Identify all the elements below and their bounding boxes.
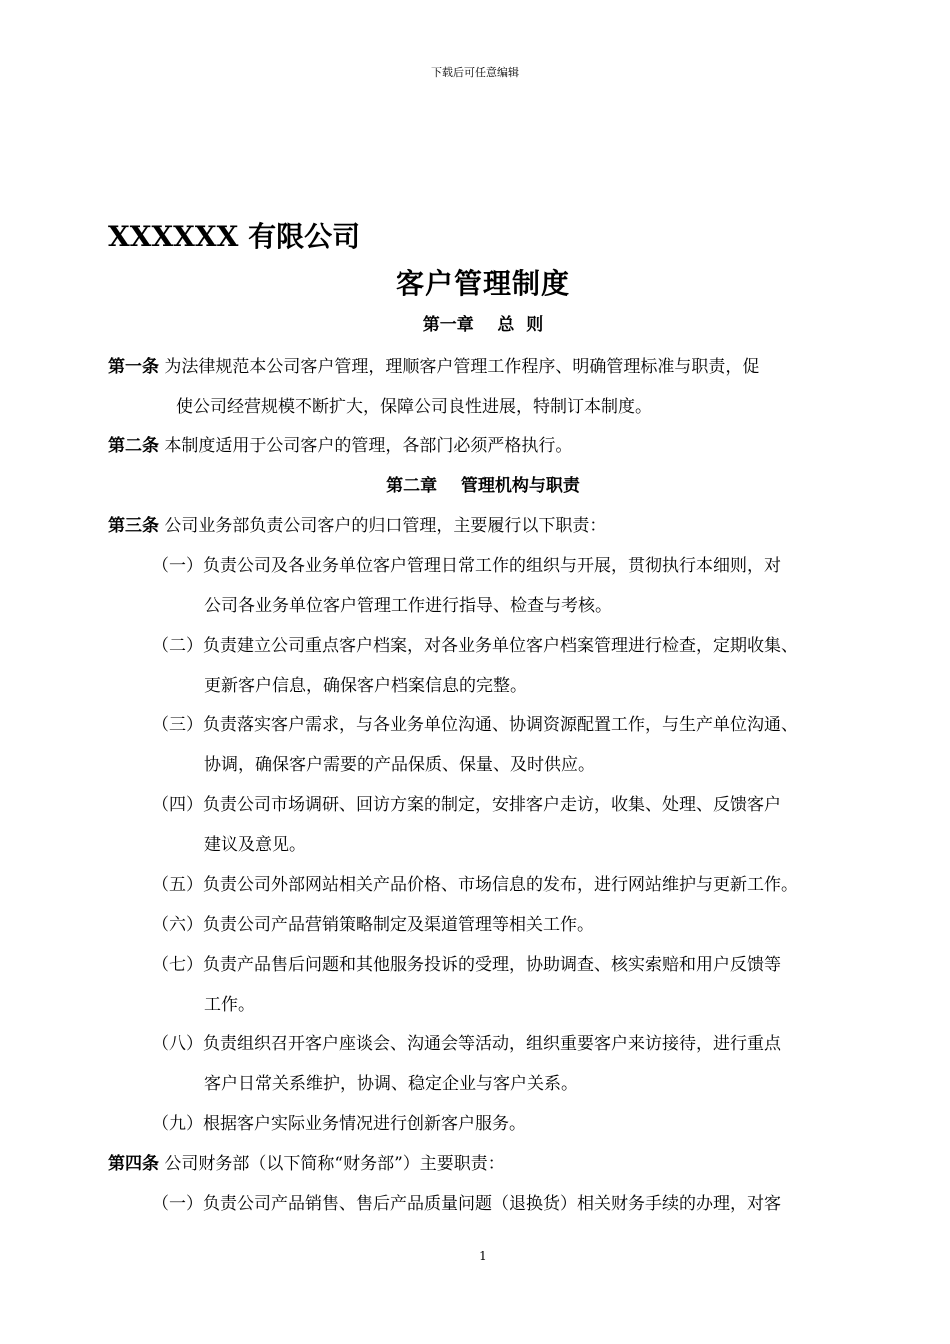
article-label: 第三条	[108, 516, 159, 536]
list-item-line: 更新客户信息，确保客户档案信息的完整。	[204, 676, 527, 696]
list-item-line: 客户日常关系维护，协调、稳定企业与客户关系。	[204, 1074, 578, 1094]
list-item-line: （二）负责建立公司重点客户档案，对各业务单位客户档案管理进行检查，定期收集、	[152, 636, 798, 656]
article-3	[108, 514, 606, 538]
list-item-line: 工作。	[204, 995, 255, 1015]
company-name: XXXXXX 有限公司	[108, 220, 361, 253]
list-item-line: （九）根据客户实际业务情况进行创新客户服务。	[152, 1114, 526, 1134]
article-4	[108, 1152, 505, 1176]
list-item-line: （八）负责组织召开客户座谈会、沟通会等活动，组织重要客户来访接待，进行重点	[152, 1034, 781, 1054]
article-text: 公司业务部负责公司客户的归口管理，主要履行以下职责：	[159, 516, 607, 536]
chapter-heading-1: 第一章 总 则	[422, 315, 544, 335]
article-1-line-1	[108, 355, 759, 379]
list-item-line: （五）负责公司外部网站相关产品价格、市场信息的发布，进行网站维护与更新工作。	[152, 875, 798, 895]
article-1-line-2: 使公司经营规模不断扩大，保障公司良性进展，特制订本制度。	[176, 397, 652, 417]
list-item-line: （六）负责公司产品营销策略制定及渠道管理等相关工作。	[152, 915, 594, 935]
article-label: 第二条	[108, 436, 159, 456]
chapter-heading-2: 第二章 管理机构与职责	[386, 476, 580, 496]
article-2	[108, 434, 572, 458]
list-item-line: （三）负责落实客户需求，与各业务单位沟通、协调资源配置工作，与生产单位沟通、	[152, 715, 798, 735]
list-item-line: （一）负责公司及各业务单位客户管理日常工作的组织与开展，贯彻执行本细则，对	[152, 556, 781, 576]
article-text: 本制度适用于公司客户的管理，各部门必须严格执行。	[159, 436, 573, 456]
list-item-line: （七）负责产品售后问题和其他服务投诉的受理，协助调查、核实索赔和用户反馈等	[152, 955, 781, 975]
list-item-line: （一）负责公司产品销售、售后产品质量问题（退换货）相关财务手续的办理，对客	[152, 1194, 781, 1214]
article-label: 第一条	[108, 357, 159, 377]
list-item-line: 公司各业务单位客户管理工作进行指导、检查与考核。	[204, 596, 612, 616]
article-label: 第四条	[108, 1154, 159, 1174]
document-title: 客户管理制度	[395, 267, 570, 300]
article-text: 为法律规范本公司客户管理，理顺客户管理工作程序、明确管理标准与职责，促	[159, 357, 760, 377]
page-number: 1	[479, 1249, 487, 1263]
list-item-line: （四）负责公司市场调研、回访方案的制定，安排客户走访，收集、处理、反馈客户	[152, 795, 781, 815]
header-note: 下载后可任意编辑	[431, 66, 519, 79]
list-item-line: 协调，确保客户需要的产品保质、保量、及时供应。	[204, 755, 595, 775]
list-item-line: 建议及意见。	[204, 835, 306, 855]
article-text: 公司财务部（以下简称“财务部”）主要职责：	[159, 1154, 505, 1174]
